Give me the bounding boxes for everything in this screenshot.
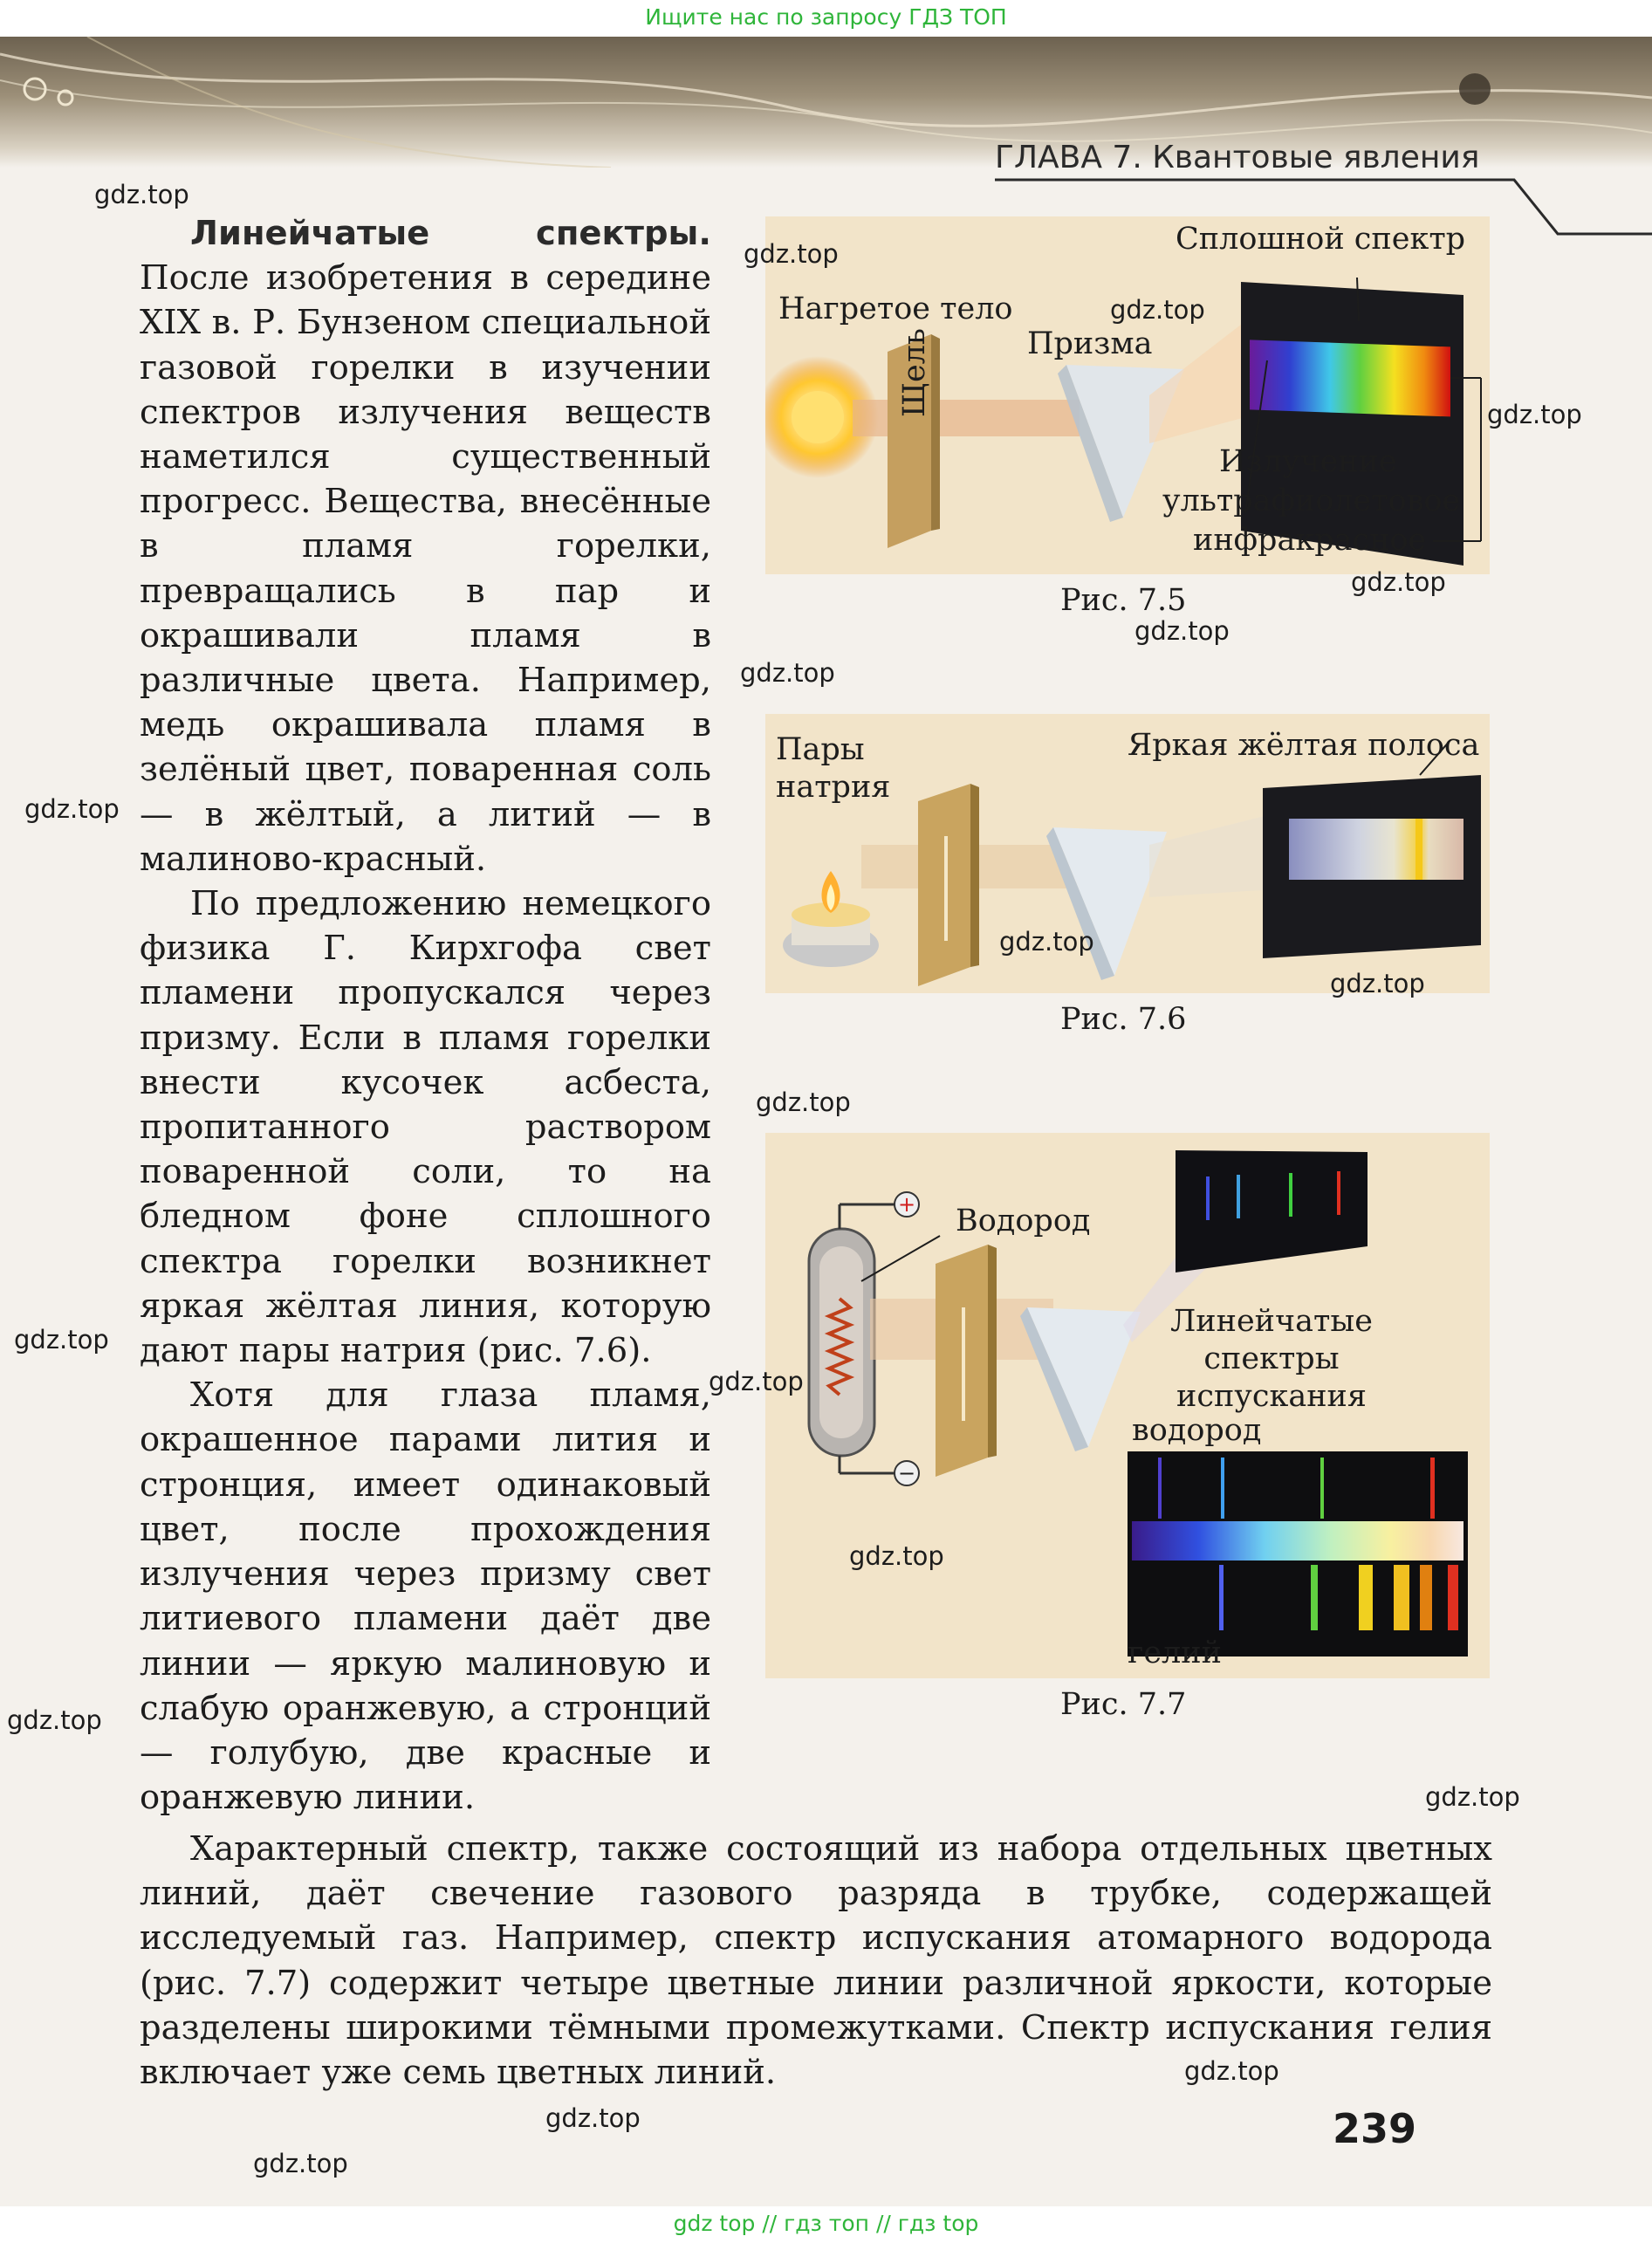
watermark: gdz.top bbox=[756, 1087, 851, 1117]
fig5-infrared-label: инфракрасное bbox=[1193, 523, 1427, 558]
svg-text:+: + bbox=[897, 1192, 916, 1217]
figure-7-6 bbox=[765, 714, 1490, 993]
bottom-paragraph bbox=[140, 1827, 1492, 2095]
paragraph-4: Характерный спектр, также состоящий из набора отдельных цветных линий, даёт свечение газового разряда в трубке, содержащей исследуемый газ. Например, спектр испускания атомарного водорода (рис. 7.7) содержит четыре цветные линии различной яркости, которые разделены широкими тёмными промежутками. Спектр испускания гелия включает уже семь цветных линий. bbox=[140, 1829, 1492, 2093]
figure-7-7 bbox=[765, 1133, 1490, 1678]
watermark: gdz.top bbox=[1351, 567, 1446, 597]
fig7-helium-spectrum-label: гелий bbox=[1128, 1636, 1222, 1670]
chapter-title: ГЛАВА 7. Квантовые явления bbox=[995, 140, 1480, 175]
watermark: gdz.top bbox=[1330, 969, 1425, 998]
top-search-link[interactable]: Ищите нас по запросу ГДЗ ТОП bbox=[645, 4, 1007, 30]
watermark: gdz.top bbox=[253, 2149, 348, 2178]
bottom-links-bar[interactable] bbox=[0, 2206, 1652, 2243]
page-number: 239 bbox=[1333, 2105, 1417, 2152]
fig5-caption: Рис. 7.5 bbox=[1060, 583, 1187, 618]
watermark: gdz.top bbox=[545, 2103, 641, 2133]
watermark: gdz.top bbox=[1487, 400, 1582, 429]
watermark: gdz.top bbox=[849, 1541, 944, 1571]
fig7-hydrogen-tube-label: Водород bbox=[956, 1204, 1091, 1238]
watermark: gdz.top bbox=[14, 1325, 109, 1355]
figure-7-5 bbox=[765, 216, 1490, 574]
left-column-text bbox=[140, 211, 711, 1820]
fig5-slit-label: Щель bbox=[897, 328, 932, 417]
watermark: gdz.top bbox=[740, 658, 835, 688]
watermark: gdz.top bbox=[7, 1705, 102, 1735]
watermark: gdz.top bbox=[709, 1367, 804, 1396]
paragraph-1-text: После изобретения в середине XIX в. Р. Бунзеном специальной газовой горелки в изучении спектров излучения веществ наметился существенный прогресс. Вещества, внесённые в пламя горелки, превращались в пар и окрашивали пламя в различные цвета. Например, медь окрашивала пламя в зелёный цвет, поваренная соль — в жёлтый, а литий — в малиново-красный. bbox=[140, 258, 711, 879]
fig6-yellow-band-label: Яркая жёлтая полоса bbox=[1128, 728, 1480, 763]
paragraph-3: Хотя для глаза пламя, окрашенное парами лития и стронция, имеет одинаковый цвет, после прохождения излучения через призму свет литиевого пламени даёт две линии — яркую малиновую и слабую оранжевую, а стронций — голубую, две красные и оранжевую линии. bbox=[140, 1375, 711, 1818]
fig5-heated-body-label: Нагретое тело bbox=[778, 292, 1013, 326]
fig7-hydrogen-spectrum-label: водород bbox=[1132, 1413, 1262, 1448]
fig7-caption: Рис. 7.7 bbox=[1060, 1687, 1187, 1722]
watermark: gdz.top bbox=[1184, 2056, 1279, 2086]
fig5-continuous-spectrum-label: Сплошной спектр bbox=[1176, 222, 1466, 257]
fig5-radiation-label: Излучение bbox=[1219, 444, 1397, 479]
fig5-prism-label: Призма bbox=[1027, 326, 1153, 361]
svg-text:−: − bbox=[897, 1461, 916, 1485]
fig6-sodium-vapor-label: Пары натрия bbox=[776, 732, 891, 805]
watermark: gdz.top bbox=[1110, 295, 1205, 325]
watermark: gdz.top bbox=[999, 927, 1094, 957]
watermark: gdz.top bbox=[94, 180, 189, 209]
bottom-links[interactable]: gdz top // гдз топ // гдз top bbox=[673, 2211, 979, 2236]
paragraph-2: По предложению немецкого физика Г. Кирхгофа свет пламени пропускался через призму. Если в пламя горелки внести кусочек асбеста, пропитанного раствором поваренной соли, то на бледном фоне сплошного спектра горелки возникнет яркая жёлтая линия, которую дают пары натрия (рис. 7.6). bbox=[140, 884, 711, 1371]
watermark: gdz.top bbox=[744, 239, 839, 269]
fig5-illustration bbox=[765, 216, 1490, 574]
paragraph-1 bbox=[140, 211, 711, 881]
section-heading: Линейчатые спектры. bbox=[190, 214, 711, 253]
watermark: gdz.top bbox=[1425, 1782, 1520, 1812]
watermark: gdz.top bbox=[1134, 616, 1230, 646]
fig5-ultraviolet-label: ультрафиолетовое bbox=[1162, 484, 1461, 518]
fig6-caption: Рис. 7.6 bbox=[1060, 1002, 1187, 1037]
watermark: gdz.top bbox=[24, 794, 120, 824]
fig7-line-spectra-label: Линейчатые спектры испускания bbox=[1170, 1304, 1373, 1414]
